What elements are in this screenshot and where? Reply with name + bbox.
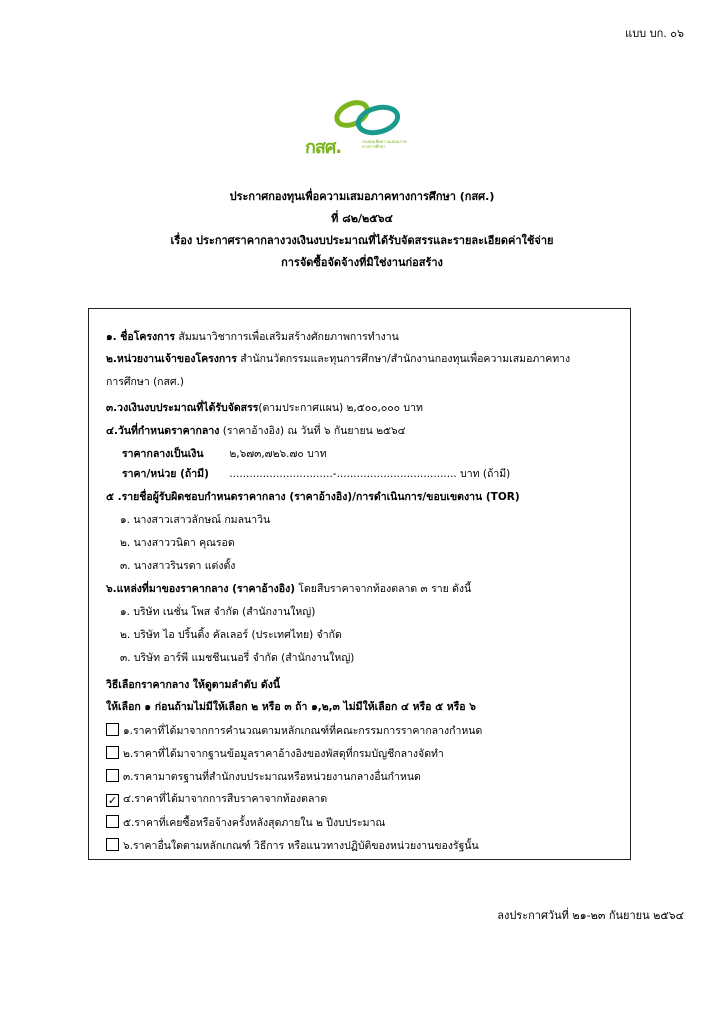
logo-text: กสศ. xyxy=(305,137,342,158)
owner-label: ๒.หน่วยงานเจ้าของโครงการ xyxy=(106,353,237,365)
option-checkbox[interactable] xyxy=(106,815,119,828)
project-label: ๑. ชื่อโครงการ xyxy=(106,331,176,343)
source-item: ๓. บริษัท อาร์พี แมชชีนเนอรี่ จำกัด (สำนักงานใหญ่) xyxy=(120,652,355,664)
owner-row xyxy=(106,352,570,366)
option-label: ๓.ราคามาตรฐานที่สำนักงบประมาณหรือหน่วยงานกลางอื่นกำหนด xyxy=(123,771,421,783)
option-label: ๔.ราคาที่ได้มาจากการสืบราคาจากท้องตลาด xyxy=(123,793,328,805)
price-value: ๒,๖๗๓,๗๒๖.๗๐ บาท xyxy=(229,448,327,460)
option-checkbox[interactable] xyxy=(106,769,119,782)
source-label: ๖.แหล่งที่มาของราคากลาง (ราคาอ้างอิง) xyxy=(106,583,295,595)
source-item: ๒. บริษัท ไอ ปริ้นติ้ง คัลเลอร์ (ประเทศไทย) จำกัด xyxy=(120,629,342,641)
option-row xyxy=(106,838,479,853)
option-label: ๕.ราคาที่เคยซื้อหรือจ้างครั้งหลังสุดภายใน ๒ ปีงบประมาณ xyxy=(123,817,386,829)
announcement-header xyxy=(0,186,724,274)
logo-subtext: กองทุนเพื่อความเสมอภาคทางการศึกษา xyxy=(362,139,407,149)
header-line-1: ประกาศกองทุนเพื่อความเสมอภาคทางการศึกษา (กสศ.) xyxy=(229,190,495,203)
budget-label: ๓.วงเงินงบประมาณที่ได้รับจัดสรร xyxy=(106,402,259,414)
header-line-4: การจัดซื้อจัดจ้างที่มิใช่งานก่อสร้าง xyxy=(281,256,443,269)
option-checkbox[interactable] xyxy=(106,746,119,759)
method-rule: ให้เลือก ๑ ก่อนถ้ามไม่มีให้เลือก ๒ หรือ ๓ ถ้า ๑,๒,๓ ไม่มีให้เลือก ๔ หรือ ๕ หรือ ๖ xyxy=(106,701,476,713)
method-title: วิธีเลือกราคากลาง ให้ดูตามลำดับ ดังนี้ xyxy=(106,679,281,691)
unit-label: ราคา/หน่วย (ถ้ามี) xyxy=(122,468,209,480)
project-value: สัมมนาวิชาการเพื่อเสริมสร้างศักยภาพการทำงาน xyxy=(178,331,399,343)
option-checkbox[interactable] xyxy=(106,838,119,851)
source-item: ๑. บริษัท เนชั่น โพส จำกัด (สำนักงานใหญ่) xyxy=(120,606,316,618)
form-code: แบบ บก. ๐๖ xyxy=(625,27,684,40)
option-label: ๒.ราคาที่ได้มาจากฐานข้อมูลราคาอ้างอิงของพัสดุที่กรมบัญชีกลางจัดทำ xyxy=(123,748,444,760)
option-row xyxy=(106,815,385,830)
budget-value: (ตามประกาศแผน) ๒,๕๐๐,๐๐๐ บาท xyxy=(258,402,423,414)
date-row xyxy=(106,424,406,438)
committee-label: ๕ .รายชื่อผู้รับผิดชอบกำหนดราคากลาง (ราคาอ้างอิง)/การดำเนินการ/ขอบเขตงาน (TOR) xyxy=(106,491,520,503)
price-row xyxy=(122,447,327,461)
option-checkbox-checked[interactable]: ✓ xyxy=(107,794,118,807)
header-line-3: เรื่อง ประกาศราคากลางวงเงินงบประมาณที่ได้รับจัดสรรและรายละเอียดค่าใช้จ่าย xyxy=(170,234,554,247)
committee-member: ๒. นางสาววนิดา คุณรอด xyxy=(120,537,235,549)
date-label: ๔.วันที่กำหนดราคากลาง xyxy=(106,425,220,437)
option-label: ๑.ราคาที่ได้มาจากการคำนวณตามหลักเกณฑ์ที่คณะกรรมการราคากลางกำหนด xyxy=(123,725,483,737)
price-label: ราคากลางเป็นเงิน xyxy=(122,448,204,460)
source-value: โดยสืบราคาจากท้องตลาด ๓ ราย ดังนี้ xyxy=(298,583,472,595)
announcement-date: ลงประกาศวันที่ ๒๑-๒๓ กันยายน ๒๕๖๔ xyxy=(497,909,684,922)
owner-value: สำนักนวัตกรรมและทุนการศึกษา/สำนักงานกองทุนเพื่อความเสมอภาคทาง xyxy=(240,353,571,365)
option-label: ๖.ราคาอื่นใดตามหลักเกณฑ์ วิธีการ หรือแนวทางปฏิบัติของหน่วยงานของรัฐนั้น xyxy=(123,840,479,852)
unit-row xyxy=(122,467,510,481)
option-row xyxy=(106,723,482,738)
committee-member: ๑. นางสาวเสาวลักษณ์ กมลนาวิน xyxy=(120,514,271,526)
source-row xyxy=(106,582,471,596)
option-row xyxy=(106,746,444,761)
committee-member: ๓. นางสาวรินรดา แต่งตั้ง xyxy=(120,560,236,572)
budget-row xyxy=(106,401,423,415)
unit-value: ...............................-.................................... บาท (ถ้ามี) xyxy=(229,468,511,480)
option-row xyxy=(106,792,327,807)
project-row xyxy=(106,330,399,344)
date-value: (ราคาอ้างอิง) ณ วันที่ ๖ กันยายน ๒๕๖๔ xyxy=(222,425,406,437)
owner-row-cont: การศึกษา (กสศ.) xyxy=(106,376,185,388)
option-row xyxy=(106,769,421,784)
option-checkbox[interactable] xyxy=(106,723,119,736)
header-line-2: ที่ ๘๒/๒๕๖๔ xyxy=(331,212,393,225)
